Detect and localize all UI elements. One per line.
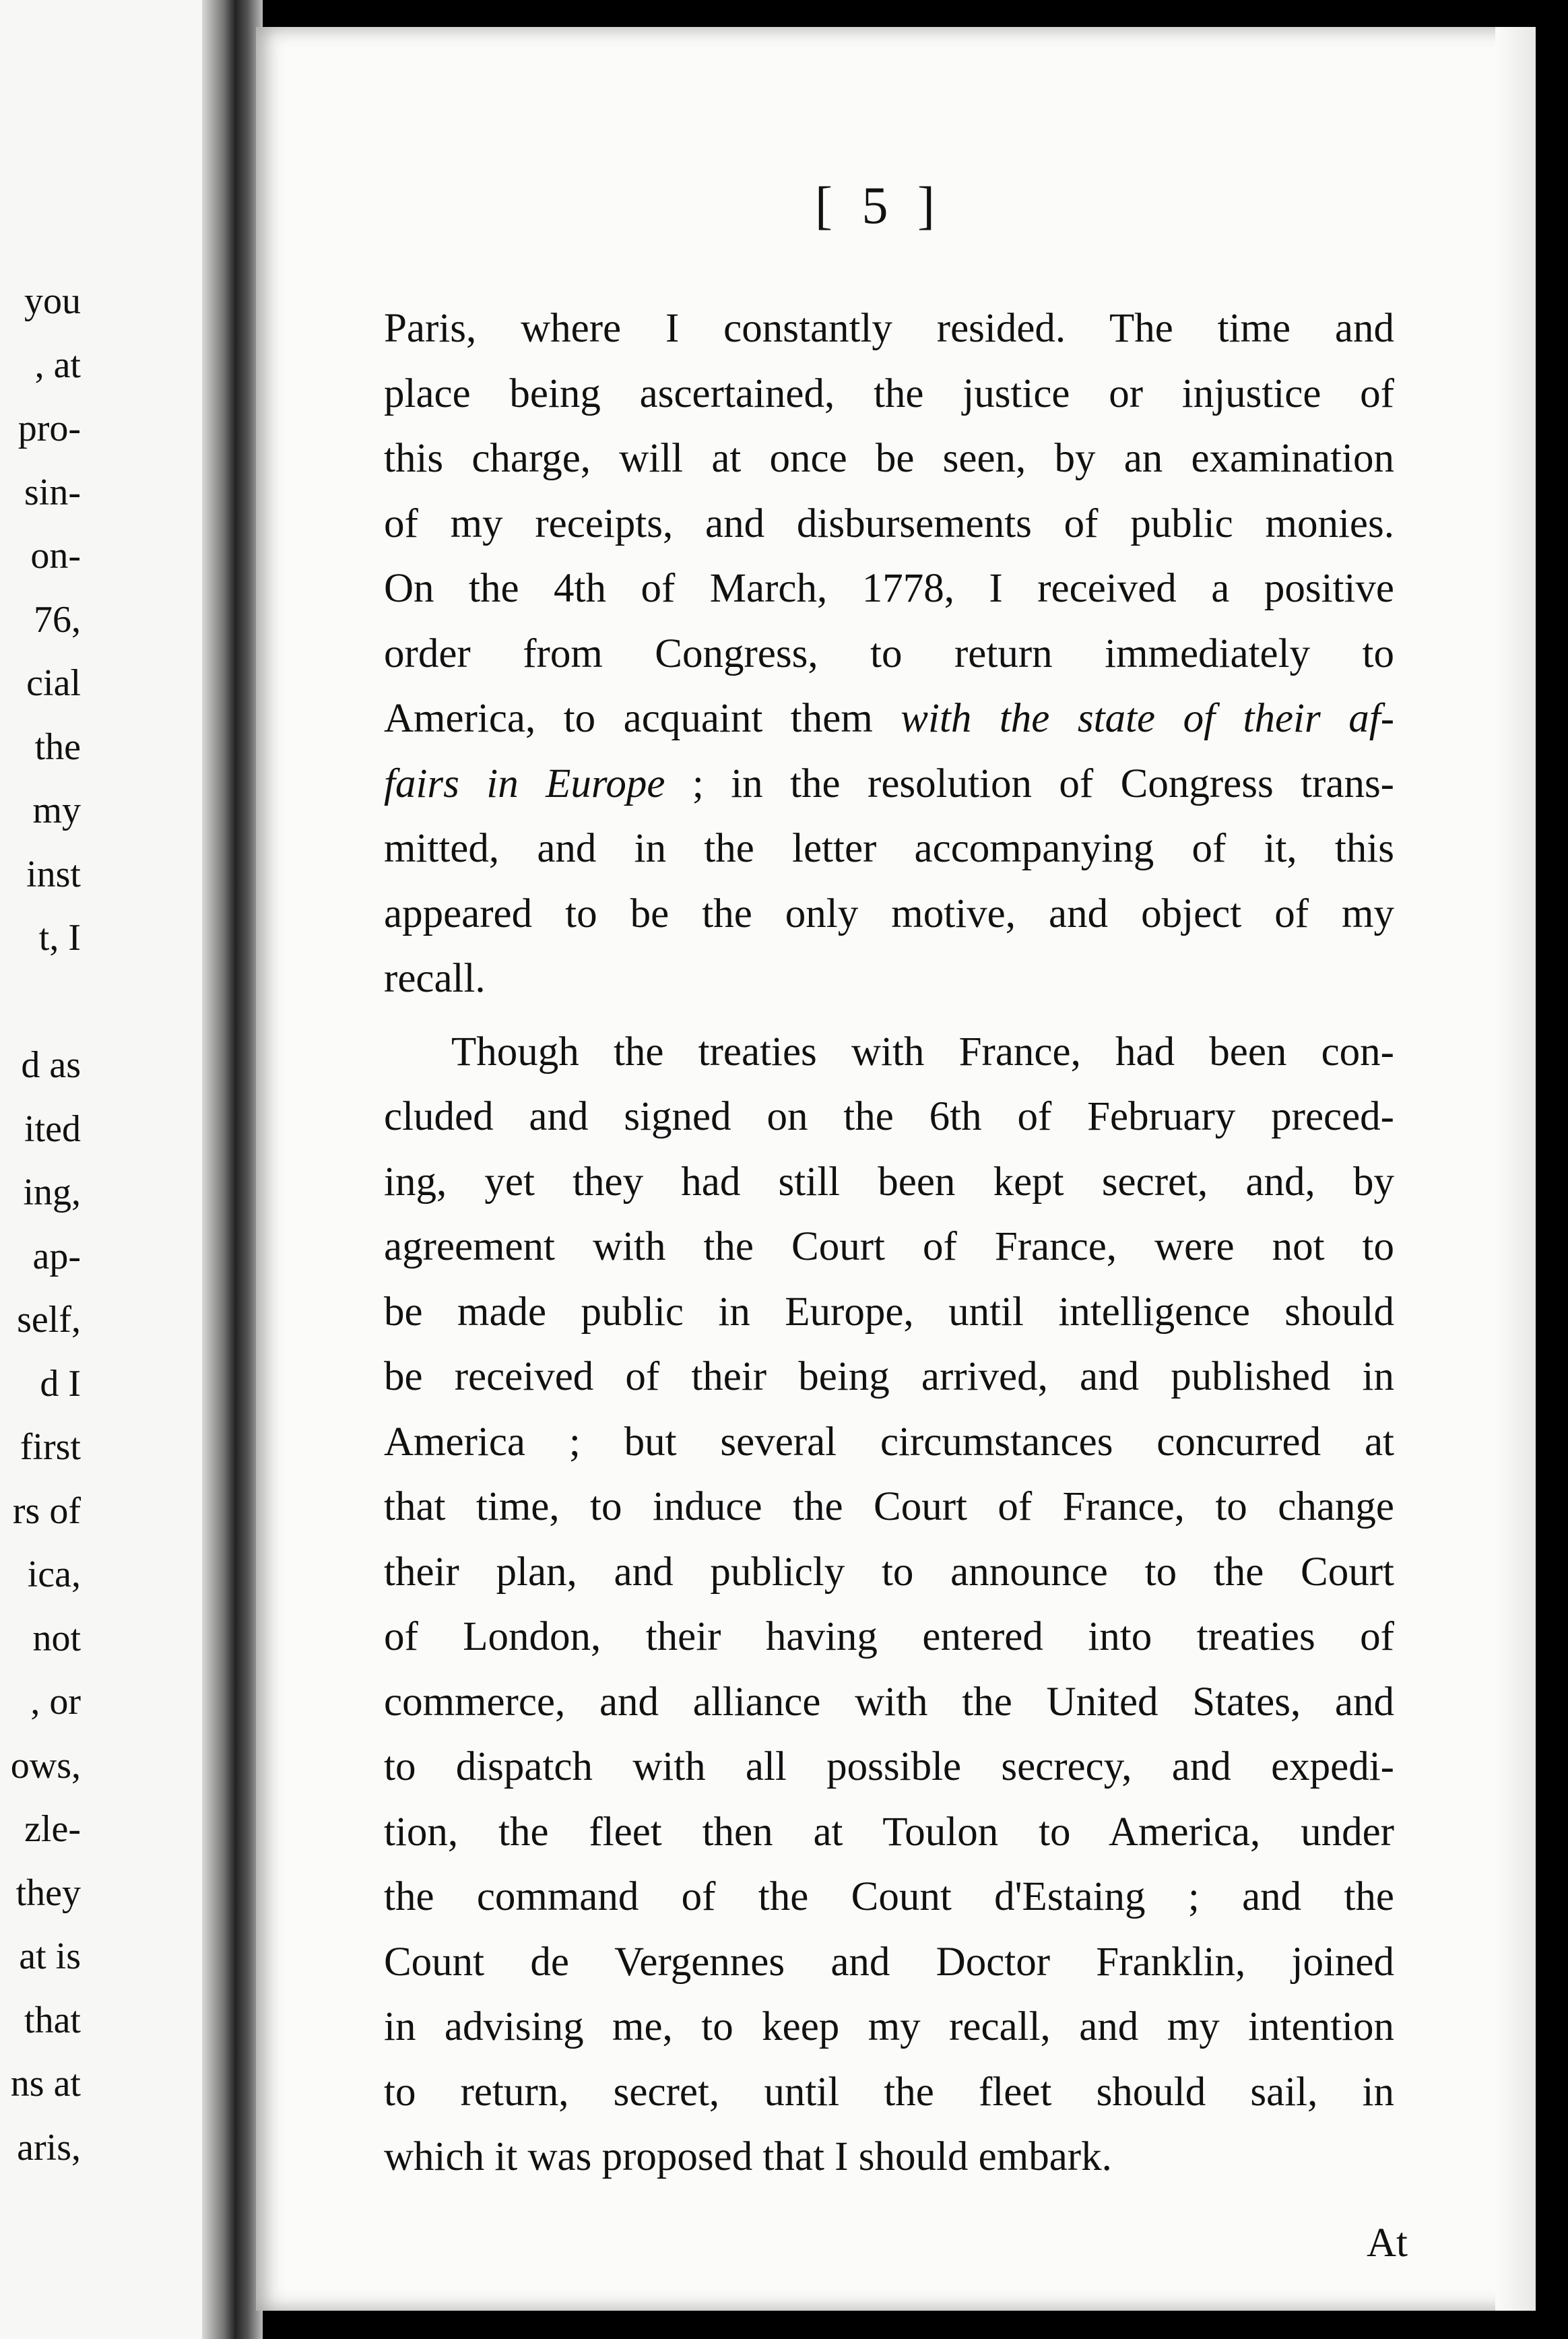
text-line: this charge, will at once be seen, by an examination [384,436,1394,481]
text-line: ing, yet they had still been kept secret, and, by [384,1159,1394,1205]
facing-page-fragment: the [34,726,81,768]
facing-page-fragment: zle- [24,1808,81,1850]
text-line: fairs in Europe ; in the resolution of Congress trans- [384,761,1394,806]
page-number: [ 5 ] [815,176,943,234]
book-gutter [202,0,263,2339]
facing-page-fragment: you [24,280,81,322]
main-page [256,27,1536,2311]
facing-page-fragment: rs of [12,1489,81,1532]
facing-page-fragment: first [20,1426,81,1468]
text-line: place being ascertained, the justice or injustice of [384,371,1394,416]
text-line: commerce, and alliance with the United States, and [384,1679,1394,1725]
catchword: At [1367,2220,1408,2266]
text-line: mitted, and in the letter accompanying of it, this [384,826,1394,871]
facing-page-fragment: ica, [27,1553,81,1595]
text-line: recall. [384,956,486,1001]
facing-page-fragment: not [32,1617,81,1659]
text-line: which it was proposed that I should embark. [384,2134,1112,2179]
text-line: order from Congress, to return immediately to [384,631,1394,676]
facing-page-fragment: ap- [32,1235,81,1277]
text-line: Count de Vergennes and Doctor Franklin, joined [384,1939,1394,1985]
text-line: On the 4th of March, 1778, I received a positive [384,566,1394,611]
body-text [384,296,1394,2190]
text-line: the command of the Count d'Estaing ; and the [384,1874,1394,1919]
text-line: America ; but several circumstances concurred at [384,1419,1394,1465]
facing-page-fragment: at is [19,1935,81,1977]
text-line: tion, the fleet then at Toulon to America, under [384,1809,1394,1855]
page-edge [1495,27,1536,2311]
text-line: Though the treaties with France, had been con- [451,1029,1394,1075]
text-line: cluded and signed on the 6th of February preced- [384,1094,1394,1139]
facing-page-fragment: cial [26,662,81,704]
facing-page-fragment: they [15,1871,81,1914]
facing-page-fragment: 76, [34,598,81,641]
text-line: of London, their having entered into treaties of [384,1614,1394,1659]
text-line: to return, secret, until the fleet should sail, in [384,2069,1394,2115]
facing-page-fragments [0,269,81,2179]
facing-page-fragment: , at [34,344,81,386]
text-line: be made public in Europe, until intelligence should [384,1289,1394,1335]
text-line: be received of their being arrived, and published in [384,1354,1394,1399]
text-line: that time, to induce the Court of France, to change [384,1484,1394,1529]
text-line: to dispatch with all possible secrecy, and expedi- [384,1744,1394,1789]
facing-page-fragment: inst [26,853,81,895]
facing-page-fragment: d as [21,1044,81,1086]
text-line: agreement with the Court of France, were not to [384,1224,1394,1269]
facing-page-fragment: on- [30,535,81,577]
facing-page-fragment: self, [17,1299,81,1341]
text-line: of my receipts, and disbursements of public monies. [384,501,1394,546]
text-line: their plan, and publicly to announce to the Court [384,1549,1394,1595]
facing-page-fragment: ing, [23,1172,81,1213]
text-line: in advising me, to keep my recall, and my intention [384,2004,1394,2049]
facing-page-fragment: , or [30,1681,81,1723]
text-line: Paris, where I constantly resided. The time and [384,306,1394,351]
facing-page-fragment: ited [24,1108,81,1150]
text-line: appeared to be the only motive, and object of my [384,891,1394,936]
facing-page-fragment: sin- [24,471,81,513]
facing-page-fragment: my [32,790,81,831]
facing-page-fragment: ows, [10,1744,81,1787]
paragraph-gap [384,1012,1394,1020]
facing-page-fragment: aris, [17,2126,81,2169]
facing-page [0,0,222,2339]
facing-page-fragment: pro- [18,408,81,449]
text-line: America, to acquaint them with the state of their af- [384,696,1395,741]
facing-page-fragment [0,970,81,1034]
facing-page-fragment: d I [40,1362,81,1405]
facing-page-fragment: that [24,1999,81,2041]
facing-page-fragment: ns at [10,2063,81,2105]
facing-page-fragment: t, I [38,917,81,959]
